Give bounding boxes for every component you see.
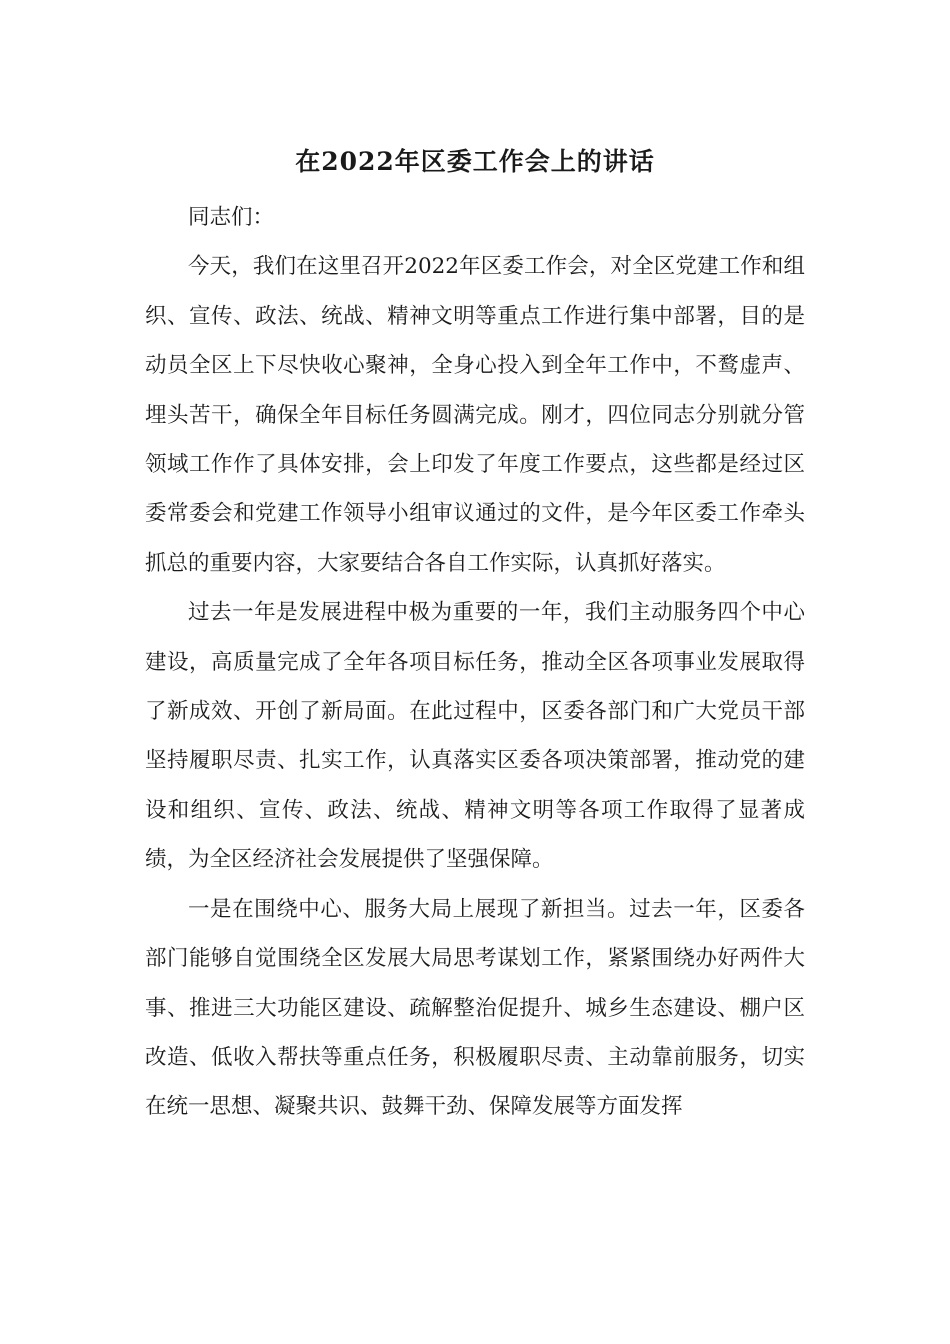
document-title: 在2022年区委工作会上的讲话 — [295, 147, 655, 176]
document-body — [145, 193, 805, 1132]
paragraph-1: 今天，我们在这里召开2022年区委工作会，对全区党建工作和组织、宣传、政法、统战、精神文明等重点工作进行集中部署，目的是动员全区上下尽快收心聚神，全身心投入到全年工作中，不鹜虚声、埋头苦干，确保全年目标任务圆满完成。刚才，四位同志分别就分管领域工作作了具体安排，会上印发了年度工作要点，这些都是经过区委常委会和党建工作领导小组审议通过的文件，是今年区委工作牵头抓总的重要内容，大家要结合各自工作实际，认真抓好落实。 — [145, 254, 805, 576]
salutation: 同志们： — [188, 205, 275, 230]
paragraph-3: 一是在围绕中心、服务大局上展现了新担当。过去一年，区委各部门能够自觉围绕全区发展大局思考谋划工作，紧紧围绕办好两件大事、推进三大功能区建设、疏解整治促提升、城乡生态建设、棚户区改造、低收入帮扶等重点任务，积极履职尽责、主动靠前服务，切实在统一思想、凝聚共识、鼓舞干劲、保障发展等方面发挥 — [145, 896, 805, 1120]
paragraph-2: 过去一年是发展进程中极为重要的一年，我们主动服务四个中心建设，高质量完成了全年各项目标任务，推动全区各项事业发展取得了新成效、开创了新局面。在此过程中，区委各部门和广大党员干部坚持履职尽责、扎实工作，认真落实区委各项决策部署，推动党的建设和组织、宣传、政法、统战、精神文明等各项工作取得了显著成绩，为全区经济社会发展提供了坚强保障。 — [145, 600, 805, 873]
